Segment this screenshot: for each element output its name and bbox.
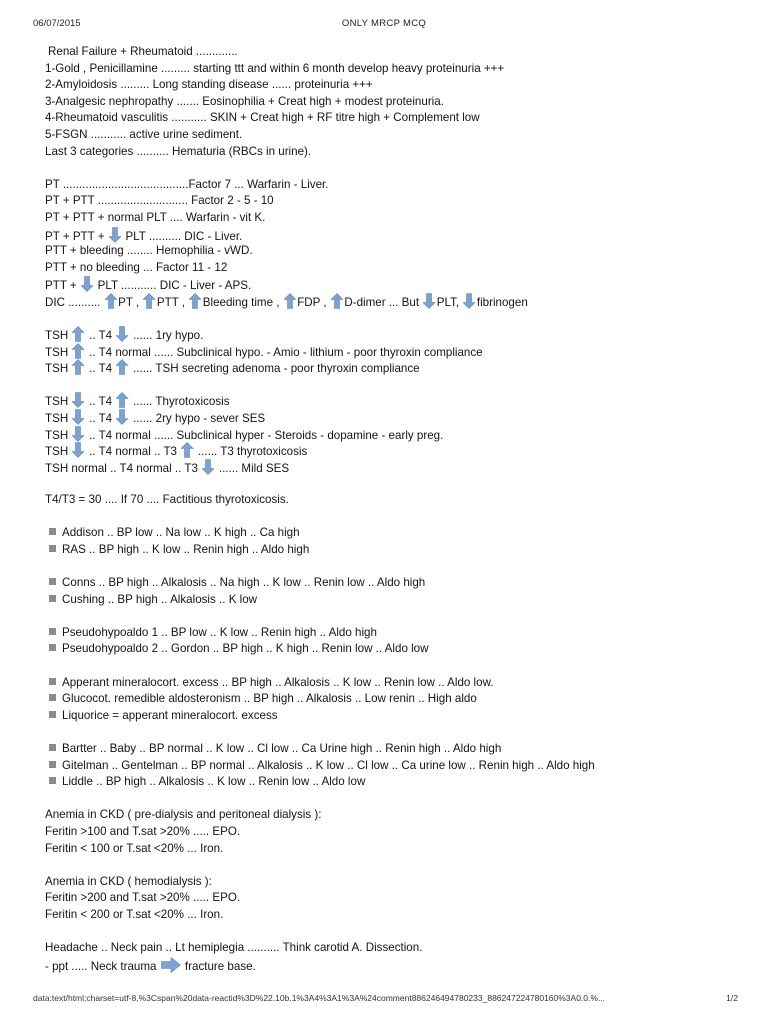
bullet-line <box>45 575 745 592</box>
arrow-down-icon <box>202 459 215 481</box>
text-line <box>45 426 745 443</box>
line-text: PTT , <box>156 295 189 309</box>
line-text: PTT + no bleeding ... Factor 11 - 12 <box>45 260 228 274</box>
line-text: .. T4 <box>85 395 116 409</box>
line-text: Cushing .. BP high .. Alkalosis .. K low <box>62 592 258 606</box>
bullet-line <box>45 774 745 791</box>
line-text: PLT, <box>436 295 463 309</box>
bullet-square-icon <box>49 744 56 751</box>
text-line <box>45 243 745 260</box>
bullet-square-icon <box>49 528 56 535</box>
page-number: 1/2 <box>726 993 738 1003</box>
line-text: PT + PTT ............................ Factor 2 - 5 - 10 <box>45 194 274 208</box>
line-text: ...... T3 thyrotoxicosis <box>194 445 308 459</box>
bullet-square-icon <box>49 628 56 635</box>
arrow-up-icon <box>284 293 297 315</box>
arrow-up-icon <box>105 293 118 315</box>
blank-line <box>45 509 745 526</box>
bullet-line <box>45 625 745 642</box>
arrow-down-icon <box>423 293 436 315</box>
arrow-up-icon <box>116 359 129 381</box>
line-text: Headache .. Neck pain .. Lt hemiplegia .......... Think carotid A. Dissection. <box>45 941 423 955</box>
line-text: ...... Mild SES <box>215 461 290 475</box>
blank-line <box>45 658 745 675</box>
text-line <box>45 44 745 61</box>
line-text: .. T4 normal .. T3 <box>85 445 181 459</box>
text-line <box>45 293 745 310</box>
line-text: Feritin < 200 or T.sat <20% ... Iron. <box>45 907 224 921</box>
blank-line <box>45 558 745 575</box>
line-text: Pseudohypoaldo 2 .. Gordon .. BP high .. K high .. Renin low .. Aldo low <box>62 642 429 656</box>
text-line <box>45 807 745 824</box>
line-text: TSH <box>45 428 72 442</box>
bullet-line <box>45 708 745 725</box>
line-text: TSH <box>45 329 72 343</box>
line-text: PLT ........... DIC - Liver - APS. <box>94 279 252 293</box>
text-line <box>45 77 745 94</box>
line-text: Feritin >100 and T.sat >20% ..... EPO. <box>45 824 241 838</box>
text-line <box>45 409 745 426</box>
arrow-up-icon <box>72 359 85 381</box>
line-text: PTT + bleeding ........ Hemophilia - vWD. <box>45 244 253 258</box>
line-text: DIC .......... <box>45 295 104 309</box>
line-text: PT + PTT + normal PLT .... Warfarin - vit K. <box>45 210 266 224</box>
page-title: ONLY MRCP MCQ <box>341 18 427 29</box>
line-text: fibrinogen <box>476 295 528 309</box>
blank-line <box>45 376 745 393</box>
bullet-square-icon <box>49 644 56 651</box>
line-text: Gitelman .. Gentelman .. BP normal .. Alkalosis .. K low .. Cl low .. Ca urine low .. Renin high .. Aldo high <box>62 758 595 772</box>
line-text: Liquorice = apperant mineralocort. excess <box>62 708 278 722</box>
arrow-right-icon <box>161 957 181 979</box>
blank-line <box>45 857 745 874</box>
line-text: Last 3 categories .......... Hematuria (RBCs in urine). <box>45 144 312 158</box>
line-text: RAS .. BP high .. K low .. Renin high .. Aldo high <box>62 542 310 556</box>
line-text: PT .......................................Factor 7 ... Warfarin - Liver. <box>45 177 329 191</box>
bullet-line <box>45 542 745 559</box>
text-line <box>45 442 745 459</box>
text-line <box>45 110 745 127</box>
line-text: FDP , <box>297 295 330 309</box>
bullet-square-icon <box>49 595 56 602</box>
line-text: Feritin < 100 or T.sat <20% ... Iron. <box>45 841 224 855</box>
line-text: Renal Failure + Rheumatoid ............. <box>48 45 238 58</box>
bullet-line <box>45 525 745 542</box>
text-line <box>45 907 745 924</box>
line-text: - ppt ..... Neck trauma <box>45 959 160 973</box>
bullet-square-icon <box>49 694 56 701</box>
text-line <box>45 890 745 907</box>
bullet-line <box>45 741 745 758</box>
line-text: 4-Rheumatoid vasculitis ........... SKIN + Creat high + RF titre high + Complement low <box>45 111 480 125</box>
text-line <box>45 492 745 509</box>
line-text: ...... Thyrotoxicosis <box>129 395 230 409</box>
document-body <box>45 44 745 973</box>
text-line <box>45 343 745 360</box>
line-text: TSH <box>45 395 72 409</box>
text-line <box>45 841 745 858</box>
arrow-up-icon <box>189 293 202 315</box>
blank-line <box>45 791 745 808</box>
text-line <box>45 227 745 244</box>
bullet-square-icon <box>49 711 56 718</box>
text-line <box>45 94 745 111</box>
line-text: Conns .. BP high .. Alkalosis .. Na high .. K low .. Renin low .. Aldo high <box>62 576 426 589</box>
text-line <box>45 957 745 974</box>
line-text: Feritin >200 and T.sat >20% ..... EPO. <box>45 891 241 905</box>
line-text: Anemia in CKD ( hemodialysis ): <box>45 874 212 888</box>
line-text: 5-FSGN ........... active urine sediment. <box>45 127 243 141</box>
line-text: Apperant mineralocort. excess .. BP high .. Alkalosis .. K low .. Renin low .. Aldo low. <box>62 675 494 689</box>
line-text: PT + PTT + <box>45 229 108 243</box>
text-line <box>45 326 745 343</box>
line-text: TSH normal .. T4 normal .. T3 <box>45 461 202 475</box>
bullet-line <box>45 691 745 708</box>
line-text: TSH <box>45 345 72 359</box>
line-text: PT , <box>118 295 143 309</box>
line-text: 3-Analgesic nephropathy ....... Eosinophilia + Creat high + modest proteinuria. <box>45 94 444 108</box>
blank-line <box>45 724 745 741</box>
arrow-up-icon <box>331 293 344 315</box>
line-text: TSH <box>45 445 72 459</box>
bullet-line <box>45 758 745 775</box>
line-text: 1-Gold , Penicillamine ......... starting ttt and within 6 month develop heavy proteinuria +++ <box>45 61 505 75</box>
line-text: ...... 1ry hypo. <box>129 329 204 343</box>
bullet-line <box>45 675 745 692</box>
blank-line <box>45 160 745 177</box>
line-text: D-dimer ... But <box>344 295 423 309</box>
text-line <box>45 177 745 194</box>
line-text: .. T4 normal ...... Subclinical hyper - Steroids - dopamine - early preg. <box>85 428 444 442</box>
line-text: .. T4 <box>85 412 116 426</box>
line-text: Anemia in CKD ( pre-dialysis and peritoneal dialysis ): <box>45 808 322 822</box>
print-date: 06/07/2015 <box>33 18 81 29</box>
blank-line <box>45 608 745 625</box>
bullet-square-icon <box>49 578 56 585</box>
text-line <box>45 193 745 210</box>
text-line <box>45 144 745 161</box>
text-line <box>45 210 745 227</box>
bullet-square-icon <box>49 777 56 784</box>
text-line <box>45 940 745 957</box>
line-text: Addison .. BP low .. Na low .. K high .. Ca high <box>62 526 300 540</box>
line-text: TSH <box>45 412 72 426</box>
line-text: Liddle .. BP high .. Alkalosis .. K low .. Renin low .. Aldo low <box>62 775 366 789</box>
text-line <box>45 359 745 376</box>
bullet-line <box>45 592 745 609</box>
blank-line <box>45 475 745 492</box>
line-text: 2-Amyloidosis ......... Long standing disease ...... proteinuria +++ <box>45 78 373 92</box>
line-text: Pseudohypoaldo 1 .. BP low .. K low .. Renin high .. Aldo high <box>62 625 377 639</box>
text-line <box>45 392 745 409</box>
arrow-down-icon <box>463 293 476 315</box>
line-text: Bartter .. Baby .. BP normal .. K low .. Cl low .. Ca Urine high .. Renin high .. Aldo high <box>62 741 502 755</box>
line-text: T4/T3 = 30 .... If 70 .... Factitious thyrotoxicosis. <box>45 493 289 507</box>
line-text: .. T4 normal ...... Subclinical hypo. - Amio - lithium - poor thyroxin compliance <box>85 345 483 359</box>
text-line <box>45 61 745 78</box>
line-text: ...... 2ry hypo - sever SES <box>129 412 266 426</box>
footer-url: data:text/html;charset=utf-8,%3Cspan%20data-reactid%3D%22.10b.1%3A4%3A1%3A%24comment886246494780233_886247224780160%3A0.0.%... <box>33 993 606 1003</box>
line-text: fracture base. <box>181 959 256 973</box>
arrow-up-icon <box>143 293 156 315</box>
line-text: Bleeding time , <box>202 295 283 309</box>
line-text: TSH <box>45 362 72 376</box>
text-line <box>45 276 745 293</box>
line-text: ...... TSH secreting adenoma - poor thyroxin compliance <box>129 362 420 376</box>
bullet-square-icon <box>49 545 56 552</box>
bullet-square-icon <box>49 678 56 685</box>
line-text: PTT + <box>45 279 80 293</box>
line-text: .. T4 <box>85 329 116 343</box>
line-text: Glucocot. remedible aldosteronism .. BP high .. Alkalosis .. Low renin .. High aldo <box>62 692 477 706</box>
bullet-line <box>45 641 745 658</box>
line-text: PLT .......... DIC - Liver. <box>122 229 243 243</box>
text-line <box>45 459 745 476</box>
text-line <box>45 824 745 841</box>
text-line <box>45 260 745 277</box>
bullet-square-icon <box>49 761 56 768</box>
line-text: .. T4 <box>85 362 116 376</box>
text-line <box>45 127 745 144</box>
blank-line <box>45 923 745 940</box>
text-line <box>45 874 745 891</box>
